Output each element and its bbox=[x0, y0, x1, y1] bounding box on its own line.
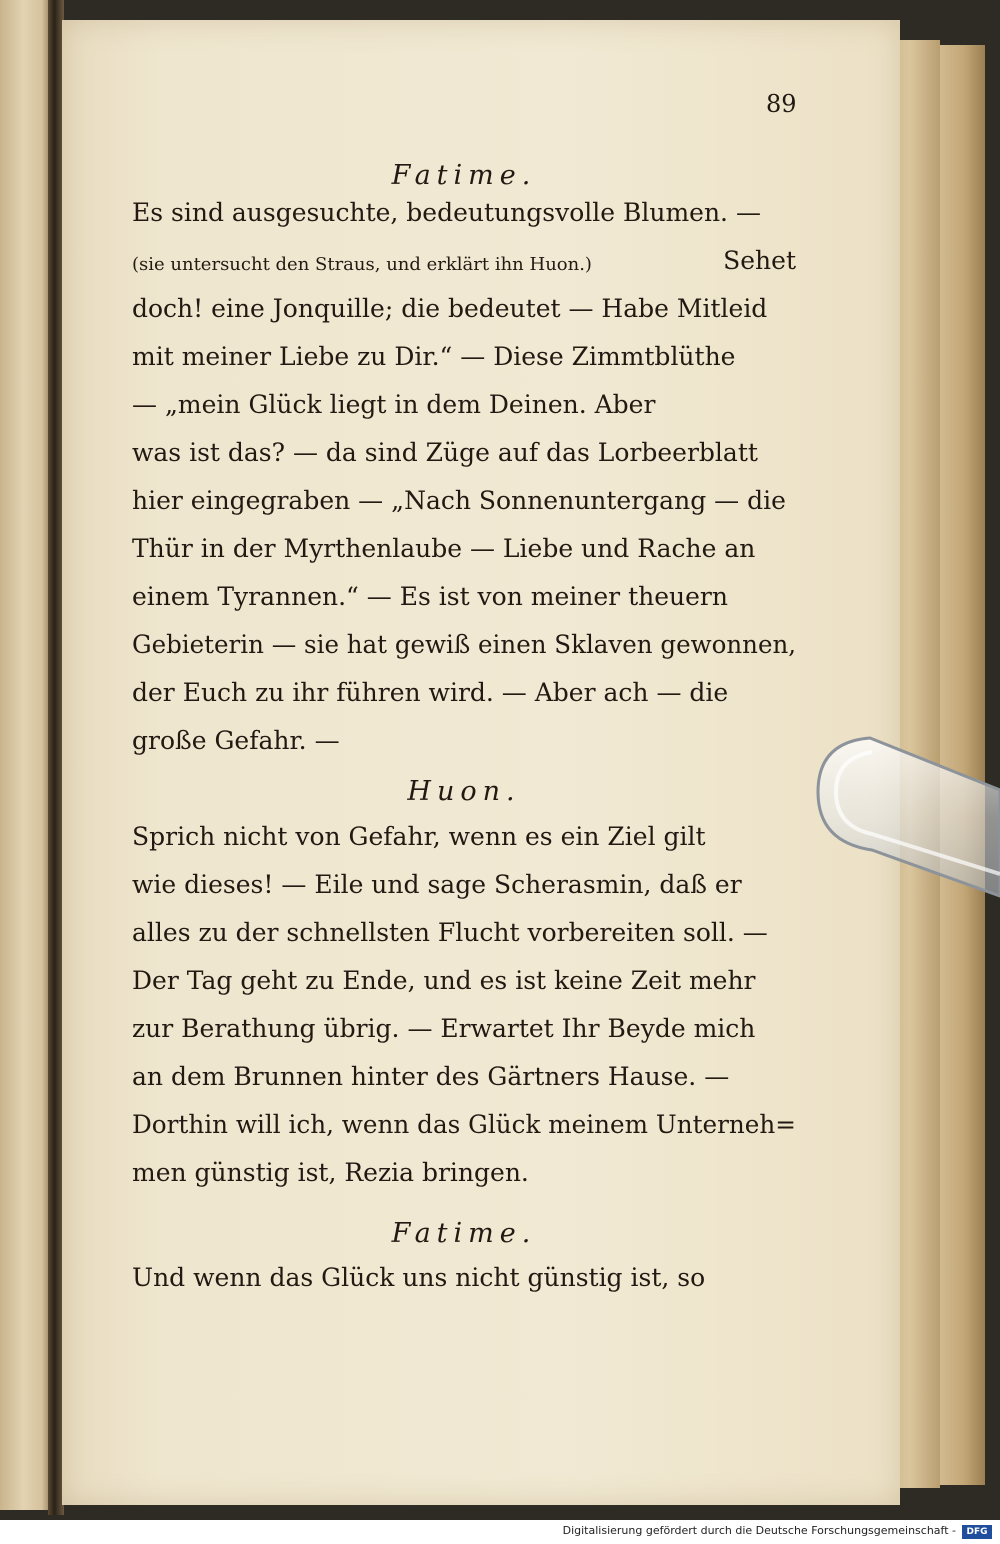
text-line: — „mein Glück liegt in dem Deinen. Aber bbox=[132, 390, 656, 419]
text-line: an dem Brunnen hinter des Gärtners Hause. — bbox=[132, 1062, 730, 1091]
text-line: mit meiner Liebe zu Dir.“ — Diese Zimmtblüthe bbox=[132, 342, 736, 371]
text-line: Und wenn das Glück uns nicht günstig ist, so bbox=[132, 1263, 706, 1292]
speaker-name: Fatime. bbox=[391, 160, 537, 191]
text-line: Sprich nicht von Gefahr, wenn es ein Ziel gilt bbox=[132, 822, 706, 851]
text-line: Dorthin will ich, wenn das Glück meinem Unterneh= bbox=[132, 1110, 796, 1139]
text-line: wie dieses! — Eile und sage Scherasmin, daß er bbox=[132, 870, 742, 899]
text-line: Es sind ausgesuchte, bedeutungsvolle Blumen. — bbox=[132, 198, 761, 227]
text-line: hier eingegraben — „Nach Sonnenuntergang — die bbox=[132, 486, 786, 515]
text-line: alles zu der schnellsten Flucht vorbereiten soll. — bbox=[132, 918, 768, 947]
stage-direction: (sie untersucht den Straus, und erklärt ihn Huon.) bbox=[132, 254, 592, 275]
speaker-name: Fatime. bbox=[391, 1218, 537, 1249]
page-number: 89 bbox=[766, 90, 797, 118]
text-line: zur Berathung übrig. — Erwartet Ihr Beyde mich bbox=[132, 1014, 756, 1043]
text-line: was ist das? — da sind Züge auf das Lorbeerblatt bbox=[132, 438, 758, 467]
digitization-credit: Digitalisierung gefördert durch die Deutsche Forschungsgemeinschaft - bbox=[562, 1524, 956, 1537]
text-line: Der Tag geht zu Ende, und es ist keine Zeit mehr bbox=[132, 966, 756, 995]
text-line: Gebieterin — sie hat gewiß einen Sklaven gewonnen, bbox=[132, 630, 797, 659]
text-line: doch! eine Jonquille; die bedeutet — Habe Mitleid bbox=[132, 294, 768, 323]
dfg-logo: DFG bbox=[962, 1525, 992, 1539]
text-line: der Euch zu ihr führen wird. — Aber ach — die bbox=[132, 678, 729, 707]
text-line: Thür in der Myrthenlaube — Liebe und Rache an bbox=[132, 534, 756, 563]
text-line: große Gefahr. — bbox=[132, 726, 340, 755]
text-line: men günstig ist, Rezia bringen. bbox=[132, 1158, 529, 1187]
text-line: einem Tyrannen.“ — Es ist von meiner theuern bbox=[132, 582, 728, 611]
text-line: Sehet bbox=[723, 246, 796, 275]
speaker-name: Huon. bbox=[407, 776, 521, 807]
